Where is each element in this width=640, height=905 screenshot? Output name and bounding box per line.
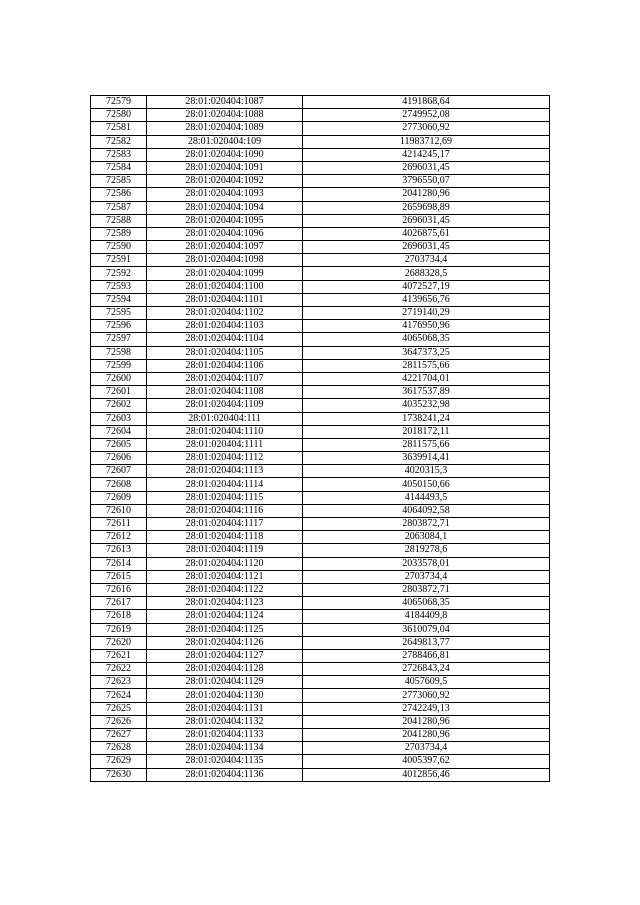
row-number-cell: 72608 <box>91 478 147 491</box>
cadastral-number-cell: 28:01:020404:1111 <box>147 438 303 451</box>
table-row <box>91 742 550 755</box>
value-cell: 2749952,08 <box>303 109 550 122</box>
table-row <box>91 267 550 280</box>
row-number-cell: 72582 <box>91 135 147 148</box>
value-cell: 2719140,29 <box>303 307 550 320</box>
cadastral-number-cell: 28:01:020404:111 <box>147 412 303 425</box>
table-row <box>91 636 550 649</box>
cadastral-number-cell: 28:01:020404:1131 <box>147 702 303 715</box>
row-number-cell: 72606 <box>91 452 147 465</box>
cadastral-number-cell: 28:01:020404:1094 <box>147 201 303 214</box>
cadastral-number-cell: 28:01:020404:1126 <box>147 636 303 649</box>
table-row <box>91 610 550 623</box>
row-number-cell: 72618 <box>91 610 147 623</box>
cadastral-number-cell: 28:01:020404:1122 <box>147 583 303 596</box>
value-cell: 4057609,5 <box>303 676 550 689</box>
cadastral-number-cell: 28:01:020404:1129 <box>147 676 303 689</box>
value-cell: 4214245,17 <box>303 148 550 161</box>
cadastral-number-cell: 28:01:020404:1110 <box>147 425 303 438</box>
row-number-cell: 72615 <box>91 570 147 583</box>
row-number-cell: 72603 <box>91 412 147 425</box>
cadastral-number-cell: 28:01:020404:1125 <box>147 623 303 636</box>
value-cell: 2649813,77 <box>303 636 550 649</box>
value-cell: 4012856,46 <box>303 768 550 781</box>
value-cell: 4065068,35 <box>303 333 550 346</box>
cadastral-number-cell: 28:01:020404:1121 <box>147 570 303 583</box>
row-number-cell: 72604 <box>91 425 147 438</box>
cadastral-number-cell: 28:01:020404:1123 <box>147 597 303 610</box>
cadastral-number-cell: 28:01:020404:1088 <box>147 109 303 122</box>
table-row <box>91 122 550 135</box>
cadastral-number-cell: 28:01:020404:1132 <box>147 715 303 728</box>
table-row <box>91 359 550 372</box>
value-cell: 2696031,45 <box>303 161 550 174</box>
value-cell: 4064092,58 <box>303 504 550 517</box>
value-cell: 2018172,11 <box>303 425 550 438</box>
row-number-cell: 72589 <box>91 227 147 240</box>
value-cell: 4191868,64 <box>303 96 550 109</box>
row-number-cell: 72625 <box>91 702 147 715</box>
row-number-cell: 72620 <box>91 636 147 649</box>
value-cell: 4065068,35 <box>303 597 550 610</box>
row-number-cell: 72613 <box>91 544 147 557</box>
value-cell: 2696031,45 <box>303 214 550 227</box>
cadastral-number-cell: 28:01:020404:1101 <box>147 293 303 306</box>
cadastral-number-cell: 28:01:020404:1109 <box>147 399 303 412</box>
cadastral-number-cell: 28:01:020404:1114 <box>147 478 303 491</box>
row-number-cell: 72614 <box>91 557 147 570</box>
value-cell: 2063084,1 <box>303 531 550 544</box>
cadastral-value-table <box>90 95 550 782</box>
table-row <box>91 478 550 491</box>
row-number-cell: 72596 <box>91 320 147 333</box>
value-cell: 2041280,96 <box>303 715 550 728</box>
cadastral-number-cell: 28:01:020404:1106 <box>147 359 303 372</box>
value-cell: 2773060,92 <box>303 122 550 135</box>
cadastral-number-cell: 28:01:020404:1119 <box>147 544 303 557</box>
table-row <box>91 161 550 174</box>
row-number-cell: 72579 <box>91 96 147 109</box>
cadastral-number-cell: 28:01:020404:1116 <box>147 504 303 517</box>
table-row <box>91 649 550 662</box>
table-row <box>91 372 550 385</box>
cadastral-number-cell: 28:01:020404:1130 <box>147 689 303 702</box>
row-number-cell: 72610 <box>91 504 147 517</box>
table-row <box>91 320 550 333</box>
cadastral-number-cell: 28:01:020404:1133 <box>147 729 303 742</box>
cadastral-number-cell: 28:01:020404:1112 <box>147 452 303 465</box>
value-cell: 4035232,98 <box>303 399 550 412</box>
table-row <box>91 201 550 214</box>
cadastral-number-cell: 28:01:020404:1098 <box>147 254 303 267</box>
value-cell: 2811575,66 <box>303 359 550 372</box>
table-row <box>91 518 550 531</box>
row-number-cell: 72595 <box>91 307 147 320</box>
cadastral-number-cell: 28:01:020404:1136 <box>147 768 303 781</box>
row-number-cell: 72602 <box>91 399 147 412</box>
cadastral-number-cell: 28:01:020404:1087 <box>147 96 303 109</box>
table-row <box>91 175 550 188</box>
table-row <box>91 412 550 425</box>
cadastral-number-cell: 28:01:020404:1093 <box>147 188 303 201</box>
table-row <box>91 755 550 768</box>
row-number-cell: 72630 <box>91 768 147 781</box>
value-cell: 2041280,96 <box>303 729 550 742</box>
table-row <box>91 214 550 227</box>
cadastral-number-cell: 28:01:020404:1117 <box>147 518 303 531</box>
value-cell: 4050150,66 <box>303 478 550 491</box>
table-row <box>91 425 550 438</box>
value-cell: 2726843,24 <box>303 663 550 676</box>
cadastral-number-cell: 28:01:020404:1092 <box>147 175 303 188</box>
value-cell: 2659698,89 <box>303 201 550 214</box>
value-cell: 2803872,71 <box>303 583 550 596</box>
row-number-cell: 72612 <box>91 531 147 544</box>
row-number-cell: 72619 <box>91 623 147 636</box>
table-row <box>91 570 550 583</box>
value-cell: 11983712,69 <box>303 135 550 148</box>
value-cell: 2041280,96 <box>303 188 550 201</box>
value-cell: 2033578,01 <box>303 557 550 570</box>
table-row <box>91 729 550 742</box>
value-cell: 2819278,6 <box>303 544 550 557</box>
cadastral-number-cell: 28:01:020404:1118 <box>147 531 303 544</box>
table-row <box>91 293 550 306</box>
row-number-cell: 72617 <box>91 597 147 610</box>
cadastral-number-cell: 28:01:020404:1104 <box>147 333 303 346</box>
value-cell: 4184409,8 <box>303 610 550 623</box>
cadastral-number-cell: 28:01:020404:1115 <box>147 491 303 504</box>
table-row <box>91 623 550 636</box>
cadastral-number-cell: 28:01:020404:1134 <box>147 742 303 755</box>
table-row <box>91 386 550 399</box>
table-row <box>91 399 550 412</box>
row-number-cell: 72583 <box>91 148 147 161</box>
table-row <box>91 531 550 544</box>
cadastral-number-cell: 28:01:020404:1105 <box>147 346 303 359</box>
table-row <box>91 135 550 148</box>
value-cell: 2811575,66 <box>303 438 550 451</box>
table-row <box>91 280 550 293</box>
row-number-cell: 72624 <box>91 689 147 702</box>
row-number-cell: 72586 <box>91 188 147 201</box>
value-cell: 4072527,19 <box>303 280 550 293</box>
cadastral-number-cell: 28:01:020404:109 <box>147 135 303 148</box>
row-number-cell: 72592 <box>91 267 147 280</box>
row-number-cell: 72609 <box>91 491 147 504</box>
cadastral-number-cell: 28:01:020404:1100 <box>147 280 303 293</box>
cadastral-number-cell: 28:01:020404:1097 <box>147 241 303 254</box>
row-number-cell: 72629 <box>91 755 147 768</box>
row-number-cell: 72601 <box>91 386 147 399</box>
table-row <box>91 188 550 201</box>
table-row <box>91 227 550 240</box>
table-row <box>91 96 550 109</box>
value-cell: 4221704,01 <box>303 372 550 385</box>
value-cell: 4139656,76 <box>303 293 550 306</box>
value-cell: 1738241,24 <box>303 412 550 425</box>
table-row <box>91 544 550 557</box>
cadastral-number-cell: 28:01:020404:1099 <box>147 267 303 280</box>
cadastral-number-cell: 28:01:020404:1102 <box>147 307 303 320</box>
row-number-cell: 72623 <box>91 676 147 689</box>
cadastral-number-cell: 28:01:020404:1090 <box>147 148 303 161</box>
value-cell: 4176950,96 <box>303 320 550 333</box>
cadastral-number-cell: 28:01:020404:1096 <box>147 227 303 240</box>
row-number-cell: 72605 <box>91 438 147 451</box>
row-number-cell: 72622 <box>91 663 147 676</box>
table-row <box>91 438 550 451</box>
row-number-cell: 72597 <box>91 333 147 346</box>
row-number-cell: 72581 <box>91 122 147 135</box>
row-number-cell: 72611 <box>91 518 147 531</box>
row-number-cell: 72626 <box>91 715 147 728</box>
table-row <box>91 715 550 728</box>
table-row <box>91 663 550 676</box>
value-cell: 2696031,45 <box>303 241 550 254</box>
table-row <box>91 254 550 267</box>
table-row <box>91 676 550 689</box>
table-row <box>91 109 550 122</box>
value-cell: 3647373,25 <box>303 346 550 359</box>
row-number-cell: 72593 <box>91 280 147 293</box>
cadastral-number-cell: 28:01:020404:1103 <box>147 320 303 333</box>
row-number-cell: 72627 <box>91 729 147 742</box>
table-body <box>91 96 550 782</box>
value-cell: 2803872,71 <box>303 518 550 531</box>
value-cell: 4144493,5 <box>303 491 550 504</box>
table-row <box>91 702 550 715</box>
row-number-cell: 72598 <box>91 346 147 359</box>
cadastral-number-cell: 28:01:020404:1135 <box>147 755 303 768</box>
table-row <box>91 597 550 610</box>
value-cell: 2703734,4 <box>303 254 550 267</box>
table-row <box>91 491 550 504</box>
row-number-cell: 72594 <box>91 293 147 306</box>
cadastral-number-cell: 28:01:020404:1089 <box>147 122 303 135</box>
row-number-cell: 72628 <box>91 742 147 755</box>
row-number-cell: 72621 <box>91 649 147 662</box>
cadastral-number-cell: 28:01:020404:1127 <box>147 649 303 662</box>
value-cell: 3796550,07 <box>303 175 550 188</box>
row-number-cell: 72585 <box>91 175 147 188</box>
table-row <box>91 346 550 359</box>
cadastral-number-cell: 28:01:020404:1124 <box>147 610 303 623</box>
table-row <box>91 307 550 320</box>
row-number-cell: 72587 <box>91 201 147 214</box>
table-row <box>91 557 550 570</box>
value-cell: 2703734,4 <box>303 742 550 755</box>
row-number-cell: 72588 <box>91 214 147 227</box>
row-number-cell: 72584 <box>91 161 147 174</box>
table-row <box>91 148 550 161</box>
value-cell: 3617537,89 <box>303 386 550 399</box>
table-row <box>91 333 550 346</box>
table-row <box>91 768 550 781</box>
row-number-cell: 72590 <box>91 241 147 254</box>
cadastral-number-cell: 28:01:020404:1091 <box>147 161 303 174</box>
table-row <box>91 504 550 517</box>
value-cell: 3639914,41 <box>303 452 550 465</box>
table-row <box>91 689 550 702</box>
row-number-cell: 72600 <box>91 372 147 385</box>
value-cell: 4026875,61 <box>303 227 550 240</box>
value-cell: 4020315,3 <box>303 465 550 478</box>
cadastral-number-cell: 28:01:020404:1107 <box>147 372 303 385</box>
cadastral-number-cell: 28:01:020404:1095 <box>147 214 303 227</box>
value-cell: 2703734,4 <box>303 570 550 583</box>
value-cell: 2688328,5 <box>303 267 550 280</box>
value-cell: 2773060,92 <box>303 689 550 702</box>
cadastral-number-cell: 28:01:020404:1120 <box>147 557 303 570</box>
value-cell: 2788466,81 <box>303 649 550 662</box>
table-row <box>91 583 550 596</box>
cadastral-number-cell: 28:01:020404:1128 <box>147 663 303 676</box>
value-cell: 2742249,13 <box>303 702 550 715</box>
table-row <box>91 241 550 254</box>
value-cell: 3610079,04 <box>303 623 550 636</box>
row-number-cell: 72599 <box>91 359 147 372</box>
row-number-cell: 72580 <box>91 109 147 122</box>
row-number-cell: 72591 <box>91 254 147 267</box>
row-number-cell: 72616 <box>91 583 147 596</box>
value-cell: 4005397,62 <box>303 755 550 768</box>
table-row <box>91 452 550 465</box>
row-number-cell: 72607 <box>91 465 147 478</box>
cadastral-number-cell: 28:01:020404:1113 <box>147 465 303 478</box>
table-row <box>91 465 550 478</box>
cadastral-number-cell: 28:01:020404:1108 <box>147 386 303 399</box>
